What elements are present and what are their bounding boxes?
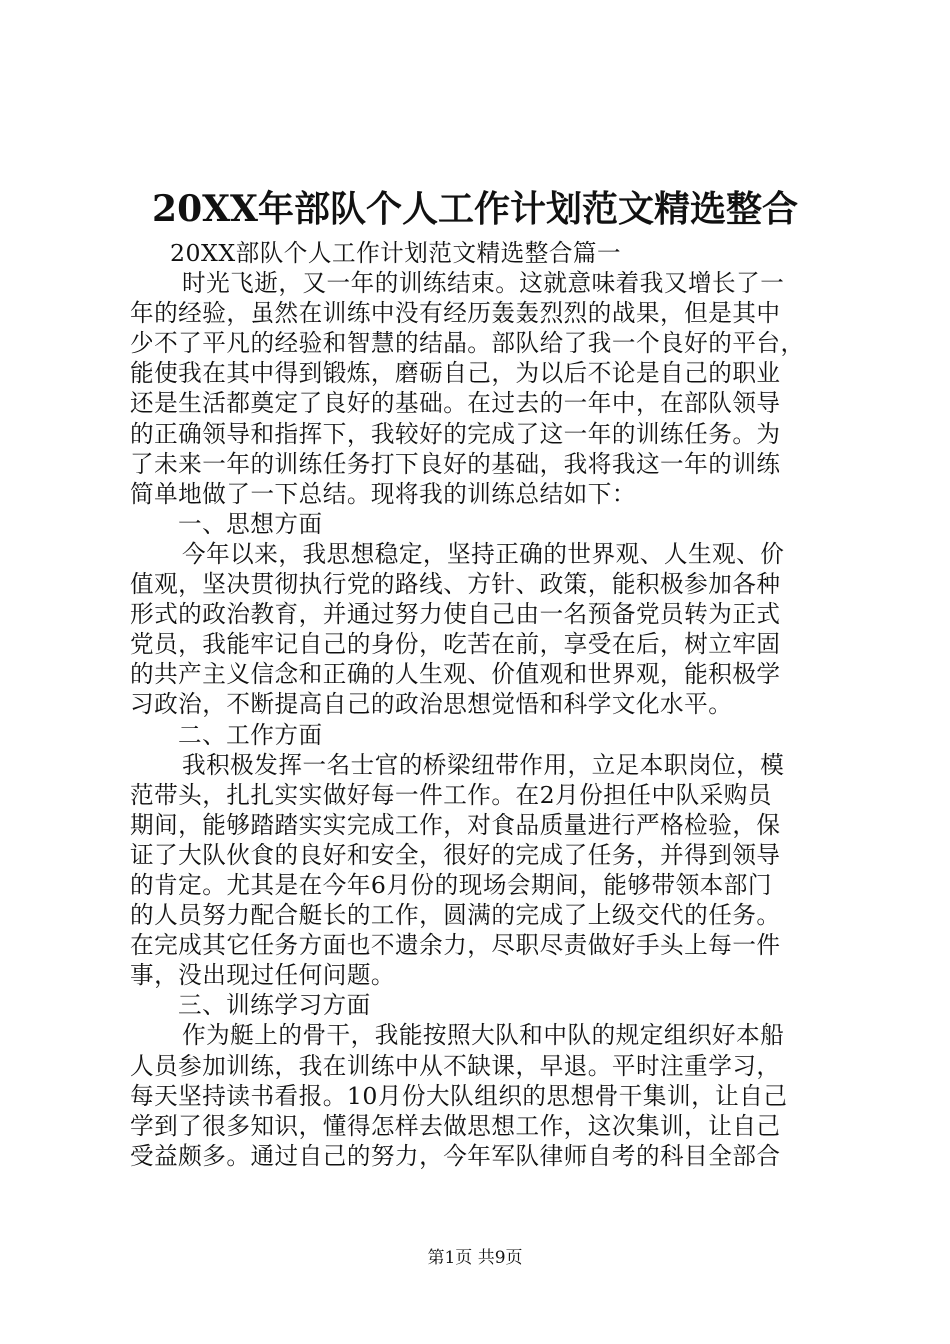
body-line: 范带头，扎扎实实做好每一件工作。在2月份担任中队采购员 (130, 780, 772, 809)
body-line: 证了大队伙食的良好和安全，很好的完成了任务，并得到领导 (130, 840, 781, 869)
section-heading: 三、训练学习方面 (178, 991, 371, 1020)
body-line: 学到了很多知识，懂得怎样去做思想工作，这次集训，让自己 (130, 1111, 781, 1140)
body-line: 形式的政治教育，并通过努力使自己由一名预备党员转为正式 (130, 600, 781, 629)
body-line: 我积极发挥一名士官的桥梁纽带作用，立足本职岗位，模 (182, 750, 785, 779)
body-line: 的人员努力配合艇长的工作，圆满的完成了上级交代的任务。 (130, 901, 781, 930)
body-line: 能使我在其中得到锻炼，磨砺自己，为以后不论是自己的职业 (130, 359, 781, 388)
body-line: 习政治，不断提高自己的政治思想觉悟和科学文化水平。 (130, 690, 733, 719)
document-title: 20XX年部队个人工作计划范文精选整合 (152, 188, 798, 230)
page-footer: 第1页 共9页 (427, 1248, 523, 1268)
body-line: 每天坚持读书看报。10月份大队组织的思想骨干集训，让自己 (130, 1081, 788, 1110)
document-subtitle: 20XX部队个人工作计划范文精选整合篇一 (170, 239, 622, 267)
body-line: 人员参加训练，我在训练中从不缺课，早退。平时注重学习， (130, 1051, 781, 1080)
body-line: 受益颇多。通过自己的努力，今年军队律师自考的科目全部合 (130, 1141, 781, 1170)
body-line: 少不了平凡的经验和智慧的结晶。部队给了我一个良好的平台， (130, 329, 805, 358)
body-line: 了未来一年的训练任务打下良好的基础，我将我这一年的训练 (130, 449, 781, 478)
body-line: 值观，坚决贯彻执行党的路线、方针、政策，能积极参加各种 (130, 570, 781, 599)
body-line: 时光飞逝，又一年的训练结束。这就意味着我又增长了一 (182, 269, 785, 298)
body-line: 作为艇上的骨干，我能按照大队和中队的规定组织好本船 (182, 1021, 785, 1050)
body-line: 的共产主义信念和正确的人生观、价值观和世界观，能积极学 (130, 660, 781, 689)
body-line: 年的经验，虽然在训练中没有经历轰轰烈烈的战果，但是其中 (130, 299, 781, 328)
body-line: 简单地做了一下总结。现将我的训练总结如下： (130, 479, 636, 508)
body-line: 党员，我能牢记自己的身份，吃苦在前，享受在后，树立牢固 (130, 630, 781, 659)
body-line: 今年以来，我思想稳定，坚持正确的世界观、人生观、价 (182, 539, 785, 568)
body-line: 期间，能够踏踏实实完成工作，对食品质量进行严格检验，保 (130, 810, 781, 839)
section-heading: 一、思想方面 (178, 509, 323, 538)
body-line: 的肯定。尤其是在今年6月份的现场会期间，能够带领本部门 (130, 870, 772, 899)
body-line: 还是生活都奠定了良好的基础。在过去的一年中，在部队领导 (130, 389, 781, 418)
body-line: 事，没出现过任何问题。 (130, 961, 396, 990)
body-line: 的正确领导和指挥下，我较好的完成了这一年的训练任务。为 (130, 419, 781, 448)
body-line: 在完成其它任务方面也不遗余力，尽职尽责做好手头上每一件 (130, 931, 781, 960)
section-heading: 二、工作方面 (178, 720, 323, 749)
document-body (130, 238, 845, 1171)
